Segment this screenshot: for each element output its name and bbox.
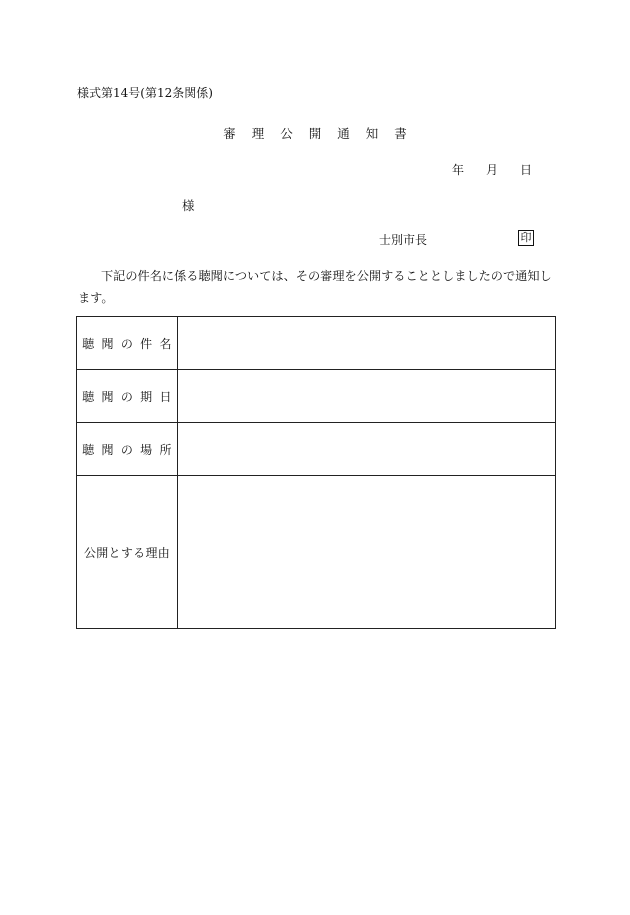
label-char: 聴 bbox=[82, 442, 95, 457]
hearing-date-field[interactable] bbox=[178, 370, 556, 423]
table-row bbox=[77, 423, 556, 476]
recipient-suffix: 様 bbox=[182, 198, 195, 213]
hearing-info-table bbox=[76, 316, 556, 629]
label-char: 聞 bbox=[101, 442, 114, 457]
date-line bbox=[452, 161, 532, 178]
title-char: 通 bbox=[337, 126, 350, 141]
seal-mark: 印 bbox=[518, 230, 534, 246]
date-month: 月 bbox=[485, 163, 498, 177]
label-char: 日 bbox=[159, 389, 172, 404]
label-char: 聞 bbox=[101, 389, 114, 404]
document-title bbox=[0, 124, 630, 142]
form-number: 様式第14号(第12条関係) bbox=[77, 86, 213, 100]
title-char: 審 bbox=[223, 126, 236, 141]
issuer-name: 士別市長 bbox=[379, 233, 428, 247]
table-row bbox=[77, 317, 556, 370]
notice-body-text: 下記の件名に係る聴聞については、その審理を公開することとしましたので通知します。 bbox=[78, 269, 552, 305]
table-row bbox=[77, 476, 556, 629]
title-char: 知 bbox=[365, 126, 379, 141]
date-year: 年 bbox=[451, 163, 464, 177]
hearing-subject-label bbox=[77, 317, 178, 370]
hearing-place-label bbox=[77, 423, 178, 476]
hearing-date-label bbox=[77, 370, 178, 423]
label-char: の bbox=[120, 389, 134, 404]
label-char: 聞 bbox=[101, 336, 114, 351]
label-char: 所 bbox=[159, 442, 172, 457]
disclosure-reason-label: 公開とする理由 bbox=[77, 476, 178, 629]
disclosure-reason-field[interactable] bbox=[178, 476, 556, 629]
title-char: 理 bbox=[251, 126, 265, 141]
title-char: 公 bbox=[280, 126, 293, 141]
date-day: 日 bbox=[519, 163, 532, 177]
label-char: 名 bbox=[159, 336, 172, 351]
title-char: 開 bbox=[308, 126, 322, 141]
label-char: 聴 bbox=[82, 389, 95, 404]
hearing-subject-field[interactable] bbox=[178, 317, 556, 370]
label-char: の bbox=[120, 442, 134, 457]
label-char: 件 bbox=[140, 336, 153, 351]
label-char: の bbox=[120, 336, 134, 351]
label-char: 場 bbox=[140, 442, 153, 457]
hearing-place-field[interactable] bbox=[178, 423, 556, 476]
label-char: 聴 bbox=[82, 336, 95, 351]
label-char: 期 bbox=[140, 389, 153, 404]
table-row bbox=[77, 370, 556, 423]
title-char: 書 bbox=[394, 126, 407, 141]
